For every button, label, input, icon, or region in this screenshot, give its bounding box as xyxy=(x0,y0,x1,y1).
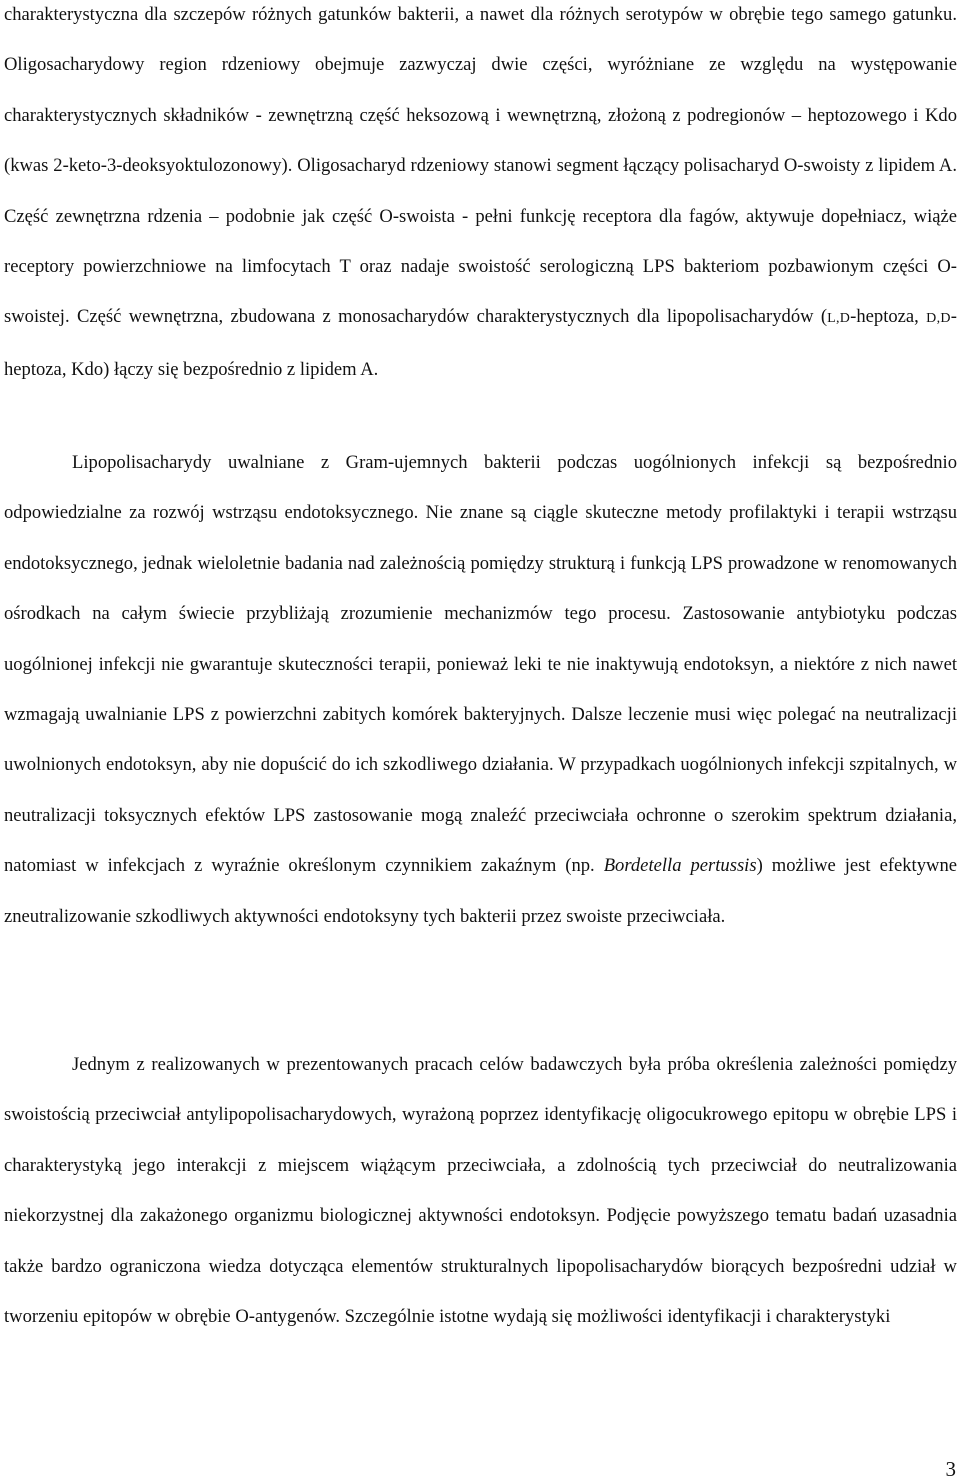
stereo-descriptor: D,D xyxy=(926,311,951,327)
paragraph-text: -heptoza, xyxy=(850,306,927,328)
stereo-descriptor: L,D xyxy=(827,311,851,327)
paragraph-text: charakterystyczna dla szczepów różnych gatunków bakterii, a nawet dla różnych serotypów w obrębie tego samego gatunku. Oligosacharydowy region rdzeniowy obejmuje zazwyczaj dwie części, wyróżniane ze względu na występowanie charakterystycznych składników - zewnętrzną część heksozową i wewnętrzną, złożoną z podregionów – heptozowego i Kdo (kwas 2-keto-3-deoksyoktulozonowy). Oligosacharyd rdzeniowy stanowi segment łączący polisacharyd O-swoisty z lipidem A. Część zewnętrzna rdzenia – podobnie jak część O-swoista - pełni funkcję receptora dla fagów, aktywuje dopełniacz, wiąże receptory powierzchniowe na limfocytach T oraz nadaje swoistość serologiczną LPS bakteriom pozbawionym części O-swoistej. Część wewnętrzna, zbudowana z monosacharydów charakterystycznych dla lipopolisacharydów ( xyxy=(4,4,957,328)
paragraph-text: Lipopolisacharydy uwalniane z Gram-ujemnych bakterii podczas uogólnionych infekcji są bezpośrednio odpowiedzialne za rozwój wstrząsu endotoksycznego. Nie znane są ciągle skuteczne metody profilaktyki i terapii wstrząsu endotoksycznego, jednak wieloletnie badania nad zależnością pomiędzy strukturą i funkcją LPS prowadzone w renomowanych ośrodkach na całym świecie przybliżają zrozumienie mechanizmów tego procesu. Zastosowanie antybiotyku podczas uogólnionej infekcji nie gwarantuje skuteczności terapii, ponieważ leki te nie inaktywują endotoksyn, a niektóre z nich nawet wzmagają uwalnianie LPS z powierzchni zabitych komórek bakteryjnych. Dalsze leczenie musi więc polegać na neutralizacji uwolnionych endotoksyn, aby nie dopuścić do ich szkodliwego działania. W przypadkach uogólnionych infekcji szpitalnych, w neutralizacji toksycznych efektów LPS zastosowanie mogą znaleźć przeciwciała ochronne o szerokim spektrum działania, natomiast w infekcjach z wyraźnie określonym czynnikiem zakaźnym (np. xyxy=(4,452,957,877)
paragraph-text: ) możliwe jest efektywne zneutralizowanie szkodliwych aktywności endotoksyny tych bakterii przez swoiste przeciwciała. xyxy=(4,855,957,927)
paragraph-core-region xyxy=(4,0,957,395)
species-name: Bordetella pertussis xyxy=(603,855,757,877)
paragraph-endotoxic-shock xyxy=(4,438,957,942)
paragraph-research-goals xyxy=(4,1040,957,1342)
paragraph-text: Jednym z realizowanych w prezentowanych pracach celów badawczych była próba określenia zależności pomiędzy swoistością przeciwciał antylipopolisacharydowych, wyrażoną poprzez identyfikację oligocukrowego epitopu w obrębie LPS i charakterystyką jego interakcji z miejscem wiążącym przeciwciała, a zdolnością tych przeciwciał do neutralizowania niekorzystnej dla zakażonego organizmu biologicznej aktywności endotoksyn. Podjęcie powyższego tematu badań uzasadnia także bardzo ograniczona wiedza dotycząca elementów strukturalnych lipopolisacharydów biorących bezpośredni udział w tworzeniu epitopów w obrębie O-antygenów. Szczególnie istotne wydają się możliwości identyfikacji i charakterystyki xyxy=(4,1054,957,1328)
page-number: 3 xyxy=(945,1457,956,1481)
paragraph-text: -heptoza, Kdo) łączy się bezpośrednio z lipidem A. xyxy=(4,306,957,380)
